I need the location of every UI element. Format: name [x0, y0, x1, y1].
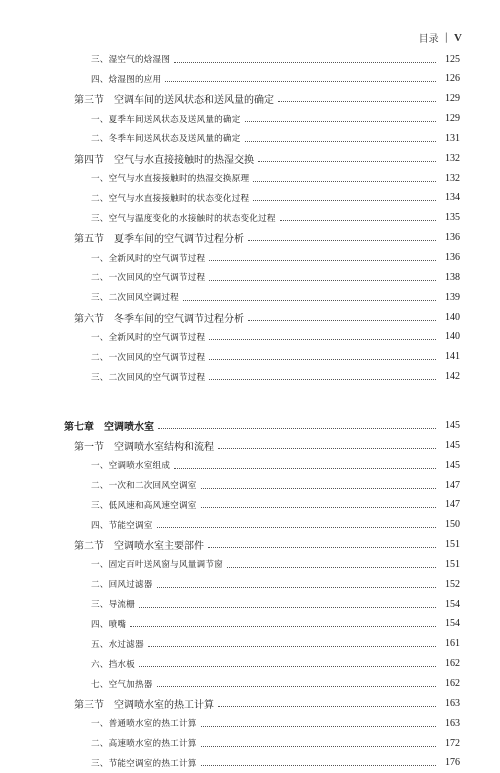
toc-entry-page-number: 176 — [445, 757, 460, 769]
toc-entry-page-number: 147 — [445, 479, 460, 491]
toc-entry-section[interactable] — [0, 693, 500, 713]
dot-leader — [174, 62, 436, 63]
toc-entry-page-number: 132 — [445, 152, 460, 164]
toc-entry-title: 一、空气与水直接接触时的热湿交换原理 — [91, 174, 250, 185]
dot-leader — [201, 507, 436, 508]
toc-entry-page-number: 163 — [445, 697, 460, 709]
toc-entry-title: 二、冬季车间送风状态及送风量的确定 — [91, 134, 241, 145]
toc-entry-title: 第三节 空调车间的送风状态和送风量的确定 — [74, 95, 274, 107]
toc-entry-page-number: 150 — [445, 519, 460, 531]
toc-entry-section[interactable] — [0, 307, 500, 327]
dot-leader — [209, 260, 436, 261]
toc-entry-title: 六、挡水板 — [91, 659, 135, 670]
toc-entry-title: 一、固定百叶送风窗与风量调节窗 — [91, 560, 223, 571]
toc-entry-page-number: 151 — [445, 539, 460, 551]
toc-entry-item[interactable] — [0, 327, 500, 347]
toc-entry-page-number: 140 — [445, 331, 460, 343]
toc-entry-page-number: 154 — [445, 598, 460, 610]
running-header-page-number: V — [454, 31, 462, 44]
toc-entry-item[interactable] — [0, 733, 500, 753]
toc-entry-item[interactable] — [0, 674, 500, 694]
dot-leader — [158, 428, 436, 429]
toc-entry-page-number: 141 — [445, 351, 460, 363]
toc-entry-item[interactable] — [0, 634, 500, 654]
toc-entry-page-number: 126 — [445, 73, 460, 85]
dot-leader — [130, 626, 436, 627]
toc-entry-title: 二、高速喷水室的热工计算 — [91, 739, 197, 750]
toc-entry-page-number: 147 — [445, 499, 460, 511]
toc-entry-item[interactable] — [0, 49, 500, 69]
dot-leader — [183, 300, 436, 301]
dot-leader — [148, 646, 436, 647]
dot-leader — [218, 706, 436, 707]
toc-entry-title: 一、全新风时的空气调节过程 — [91, 253, 206, 264]
toc-entry-section[interactable] — [0, 535, 500, 555]
toc-entry-item[interactable] — [0, 347, 500, 367]
dot-leader — [139, 666, 436, 667]
toc-entry-item[interactable] — [0, 69, 500, 89]
toc-entry-title: 第五节 夏季车间的空气调节过程分析 — [74, 234, 244, 246]
dot-leader — [201, 746, 436, 747]
toc-entry-title: 第四节 空气与水直接接触时的热湿交换 — [74, 154, 254, 166]
toc-entry-page-number: 132 — [445, 172, 460, 184]
toc-entry-title: 一、夏季车间送风状态及送风量的确定 — [91, 114, 241, 125]
dot-leader — [278, 101, 436, 102]
dot-leader — [218, 448, 436, 449]
dot-leader — [201, 488, 436, 489]
dot-leader — [253, 181, 436, 182]
toc-entry-title: 第三节 空调喷水室的热工计算 — [74, 699, 214, 711]
toc-entry-item[interactable] — [0, 654, 500, 674]
dot-leader — [245, 141, 437, 142]
toc-entry-title: 四、喷嘴 — [91, 619, 127, 630]
toc-entry-section[interactable] — [0, 435, 500, 455]
toc-entry-item[interactable] — [0, 109, 500, 129]
toc-entry-title: 二、回风过滤器 — [91, 580, 153, 591]
toc-entry-title: 二、空气与水直接接触时的状态变化过程 — [91, 193, 250, 204]
toc-entry-item[interactable] — [0, 594, 500, 614]
dot-leader — [201, 765, 436, 766]
toc-entry-item[interactable] — [0, 475, 500, 495]
toc-entry-title: 第七章 空调喷水室 — [64, 421, 154, 433]
toc-entry-item[interactable] — [0, 574, 500, 594]
toc-entry-page-number: 135 — [445, 212, 460, 224]
toc-entry-page-number: 145 — [445, 439, 460, 451]
header-separator: | — [444, 32, 449, 43]
toc-entry-item[interactable] — [0, 367, 500, 387]
dot-leader — [209, 379, 436, 380]
toc-entry-title: 四、焓湿图的应用 — [91, 74, 162, 85]
toc-entry-title: 三、空气与温度变化的水接触时的状态变化过程 — [91, 213, 276, 224]
toc-entry-title: 一、空调喷水室组成 — [91, 461, 171, 472]
toc-entry-item[interactable] — [0, 713, 500, 733]
toc-entry-item[interactable] — [0, 515, 500, 535]
toc-entry-item[interactable] — [0, 188, 500, 208]
toc-entry-page-number: 129 — [445, 93, 460, 105]
toc-entry-page-number: 139 — [445, 291, 460, 303]
toc-entry-item[interactable] — [0, 248, 500, 268]
toc-entry-section[interactable] — [0, 148, 500, 168]
dot-leader — [157, 587, 436, 588]
toc-entry-title: 一、普通喷水室的热工计算 — [91, 719, 197, 730]
toc-entry-section[interactable] — [0, 89, 500, 109]
dot-leader — [209, 359, 436, 360]
toc-entry-item[interactable] — [0, 287, 500, 307]
toc-entry-page-number: 138 — [445, 271, 460, 283]
toc-entry-item[interactable] — [0, 267, 500, 287]
toc-entry-title: 五、水过滤器 — [91, 639, 144, 650]
toc-entry-page-number: 136 — [445, 252, 460, 263]
toc-entry-page-number: 136 — [445, 232, 460, 244]
toc-entry-page-number: 152 — [445, 578, 460, 590]
dot-leader — [174, 468, 436, 469]
dot-leader — [253, 200, 436, 201]
toc-entry-item[interactable] — [0, 614, 500, 634]
toc-entry-title: 二、一次回风的空气调节过程 — [91, 352, 206, 363]
toc-entry-chapter[interactable] — [0, 415, 500, 435]
dot-leader — [157, 527, 436, 528]
toc-entry-page-number: 163 — [445, 717, 460, 729]
toc-entry-page-number: 151 — [445, 558, 460, 570]
toc-entry-title: 第六节 冬季车间的空气调节过程分析 — [74, 313, 244, 325]
toc-entry-item[interactable] — [0, 753, 500, 773]
toc-entry-title: 二、一次回风的空气调节过程 — [91, 273, 206, 284]
toc-entry-item[interactable] — [0, 495, 500, 515]
dot-leader — [258, 161, 436, 162]
running-header — [419, 30, 462, 45]
toc-entry-item[interactable] — [0, 128, 500, 148]
toc-entry-title: 三、湿空气的焓湿图 — [91, 55, 171, 65]
dot-leader — [209, 339, 436, 340]
toc-entry-page-number: 129 — [445, 113, 460, 125]
toc-entry-page-number: 142 — [445, 371, 460, 383]
toc-entry-page-number: 162 — [445, 658, 460, 670]
dot-leader — [157, 686, 436, 687]
toc-entry-title: 三、节能空调室的热工计算 — [91, 758, 197, 769]
toc-entry-item[interactable] — [0, 208, 500, 228]
toc-entry-title: 一、全新风时的空气调节过程 — [91, 332, 206, 343]
toc-entry-title: 四、节能空调室 — [91, 520, 153, 531]
dot-leader — [201, 726, 436, 727]
running-header-title: 目录 — [418, 34, 439, 45]
dot-leader — [139, 607, 436, 608]
dot-leader — [245, 121, 437, 122]
toc-entry-title: 第二节 空调喷水室主要部件 — [74, 541, 204, 553]
toc-entry-title: 七、空气加热器 — [91, 679, 153, 690]
toc-entry-page-number: 172 — [445, 737, 460, 749]
dot-leader — [165, 81, 436, 82]
toc-entry-item[interactable] — [0, 168, 500, 188]
toc-entry-title: 二、一次和二次回风空调室 — [91, 481, 197, 491]
dot-leader — [227, 567, 436, 568]
toc-entry-page-number: 125 — [445, 53, 460, 65]
dot-leader — [209, 280, 436, 281]
toc-entry-item[interactable] — [0, 455, 500, 475]
toc-entry-page-number: 161 — [445, 638, 460, 650]
toc-entry-title: 三、导流栅 — [91, 600, 135, 611]
toc-entry-section[interactable] — [0, 228, 500, 248]
toc-entry-title: 第一节 空调喷水室结构和流程 — [74, 441, 214, 453]
toc-entry-page-number: 134 — [445, 192, 460, 204]
toc-entry-title: 三、低风速和高风速空调室 — [91, 500, 197, 511]
toc-entry-page-number: 162 — [445, 678, 460, 689]
dot-leader — [248, 320, 436, 321]
toc-entry-page-number: 145 — [445, 419, 460, 431]
toc-entry-page-number: 140 — [445, 311, 460, 323]
dot-leader — [280, 220, 436, 221]
toc-entry-item[interactable] — [0, 554, 500, 574]
dot-leader — [248, 240, 436, 241]
dot-leader — [208, 547, 436, 548]
toc-entry-title: 三、二次回风空调过程 — [91, 293, 179, 304]
toc-entry-page-number: 145 — [445, 459, 460, 471]
toc-entry-page-number: 131 — [445, 132, 460, 144]
toc-entry-page-number: 154 — [445, 618, 460, 630]
toc-entry-title: 三、二次回风的空气调节过程 — [91, 372, 206, 383]
